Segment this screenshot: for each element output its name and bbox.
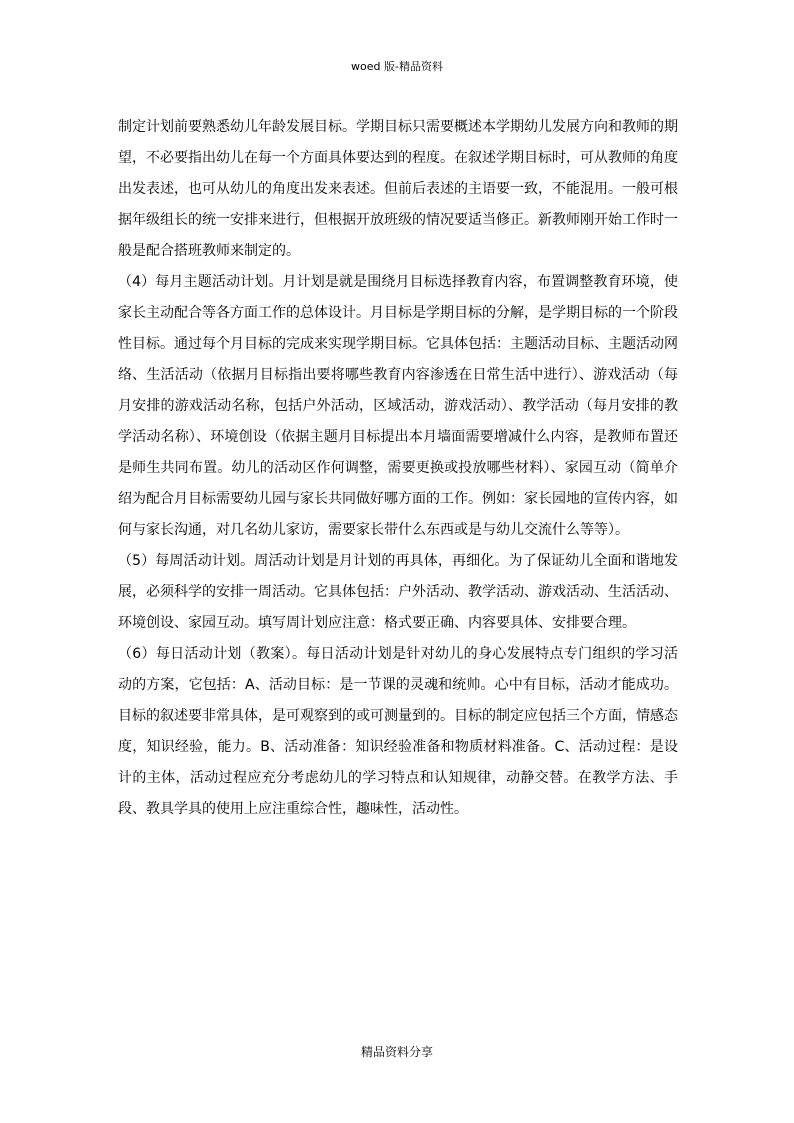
paragraph-3: （5）每周活动计划。周活动计划是月计划的再具体，再细化。为了保证幼儿全面和谐地发展，必须科学的安排一周活动。它具体包括：户外活动、教学活动、游戏活动、生活活动、环境创设、家园互动。填写周计划应注意：格式要正确、内容要具体、安排要合理。	[118, 553, 678, 631]
paragraph-4: （6）每日活动计划（教案）。每日活动计划是针对幼儿的身心发展特点专门组织的学习活动的方案，它包括：A、活动目标：是一节课的灵魂和统帅。心中有目标，活动才能成功。目标的叙述要非常具体，是可观察到的或可测量到的。目标的制定应包括三个方面，情感态度，知识经验，能力。B、活动准备：知识经验准备和物质材料准备。C、活动过程：是设计的主体，活动过程应充分考虑幼儿的学习特点和认知规律，动静交替。在教学方法、手段、教具学具的使用上应注重综合性，趣味性，活动性。	[118, 646, 678, 817]
page-footer: 精品资料分享	[360, 1045, 433, 1059]
page-header: woed 版-精品资料	[351, 60, 443, 73]
paragraph-1: 制定计划前要熟悉幼儿年龄发展目标。学期目标只需要概述本学期幼儿发展方向和教师的期望，不必要指出幼儿在每一个方面具体要达到的程度。在叙述学期目标时，可从教师的角度出发表述，也可从幼儿的角度出发来表述。但前后表述的主语要一致，不能混用。一般可根据年级组长的统一安排来进行，但根据开放班级的情况要适当修正。新教师刚开始工作时一般是配合搭班教师来制定的。	[118, 119, 678, 259]
document-body	[118, 112, 678, 825]
paragraph-2: （4）每月主题活动计划。月计划是就是围绕月目标选择教育内容，布置调整教育环境，使家长主动配合等各方面工作的总体设计。月目标是学期目标的分解，是学期目标的一个阶段性目标。通过每个月目标的完成来实现学期目标。它具体包括：主题活动目标、主题活动网络、生活活动（依据月目标指出要将哪些教育内容渗透在日常生活中进行）、游戏活动（每月安排的游戏活动名称，包括户外活动，区域活动，游戏活动）、教学活动（每月安排的教学活动名称）、环境创设（依据主题月目标提出本月墙面需要增减什么内容，是教师布置还是师生共同布置。幼儿的活动区作何调整，需要更换或投放哪些材料）、家园互动（简单介绍为配合月目标需要幼儿园与家长共同做好哪方面的工作。例如：家长园地的宣传内容，如何与家长沟通，对几名幼儿家访，需要家长带什么东西或是与幼儿交流什么等等）。	[118, 274, 678, 538]
